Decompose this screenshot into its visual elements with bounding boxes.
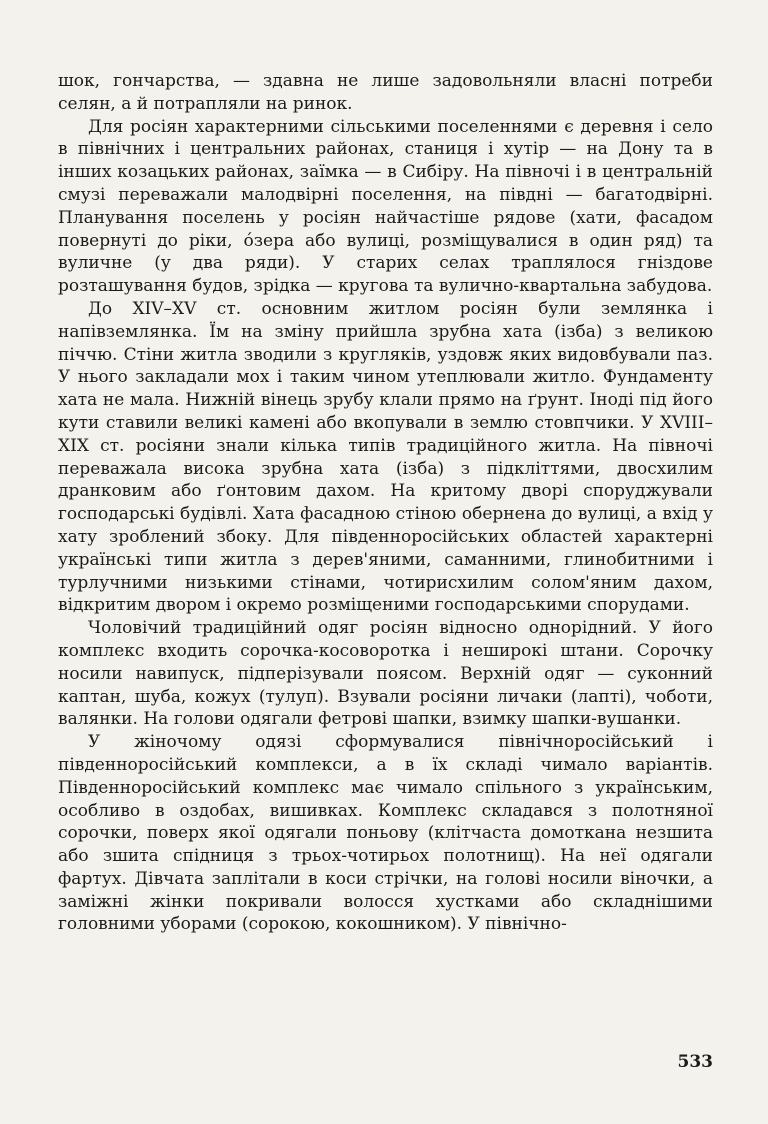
paragraph-dwellings: До XIV–XV ст. основним житлом росіян були землянка і напівземлянка. Їм на зміну прийшла зрубна хата (ізба) з великою піччю. Стіни житла зводили з кругляків, уздовж яких видовбували паз. У нього закладали мох і таким чином утеплювали житло. Фундаменту хата не мала. Нижній вінець зрубу клали прямо на ґрунт. Іноді під його кути ставили великі камені або вкопували в землю стовпчики. У XVIII–XIX ст. росіяни знали кілька типів традиційного житла. На півночі переважала висока зрубна хата (ізба) з підкліттями, двосхилим дранковим або ґонтовим дахом. На критому дворі споруджували господарські будівлі. Хата фасадною стіною обернена до вулиці, а вхід у хату зроблений збоку. Для південноросійських областей характерні українські типи житла з дерев'яними, саманними, глинобитними і турлучними низькими стінами, чотирисхилим солом'яним дахом, відкритим двором і окремо розміщеними господарськими спорудами. [58,298,713,616]
page-number: 533 [677,1052,713,1072]
text-body [58,70,713,936]
paragraph-settlements: Для росіян характерними сільськими поселеннями є деревня і село в північних і центральних районах, станиця і хутір — на Дону та в інших козацьких районах, заїмка — в Сибіру. На півночі і в центральній смузі переважали малодвірні поселення, на півдні — багатодвірні. Планування поселень у росіян найчастіше рядове (хати, фасадом повернуті до ріки, óзера або вулиці, розміщувалися в один ряд) та вуличне (у два ряди). У старих селах траплялося гніздове розташування будов, зрідка — кругова та вулично-квартальна забудова. [58,116,713,297]
paragraph-mens-clothing: Чоловічий традиційний одяг росіян відносно однорідний. У його комплекс входить сорочка-косоворотка і неширокі штани. Сорочку носили навипуск, підперізували поясом. Верхній одяг — суконний каптан, шуба, кожух (тулуп). Взували росіяни личаки (лапті), чоботи, валянки. На голови одягали фетрові шапки, взимку шапки-вушанки. [58,618,713,730]
paragraph-womens-clothing: У жіночому одязі сформувалися північноросійський і південноросійський комплекси, а в їх складі чимало варіантів. Південноросійський комплекс має чимало спільного з українським, особливо в оздобах, вишивках. Комплекс складався з полотняної сорочки, поверх якої одягали поньову (клітчаста домоткана незшита або зшита спідниця з трьох-чотирьох полотнищ). На неї одягали фартух. Дівчата заплітали в коси стрічки, на голові носили віночки, а заміжні жінки покривали волосся хустками або складнішими головними уборами (сорокою, кокошником). У північно- [58,732,713,935]
paragraph-crafts-continuation: шок, гончарства, — здавна не лише задовольняли власні потреби селян, а й потрапляли на ринок. [58,71,713,114]
